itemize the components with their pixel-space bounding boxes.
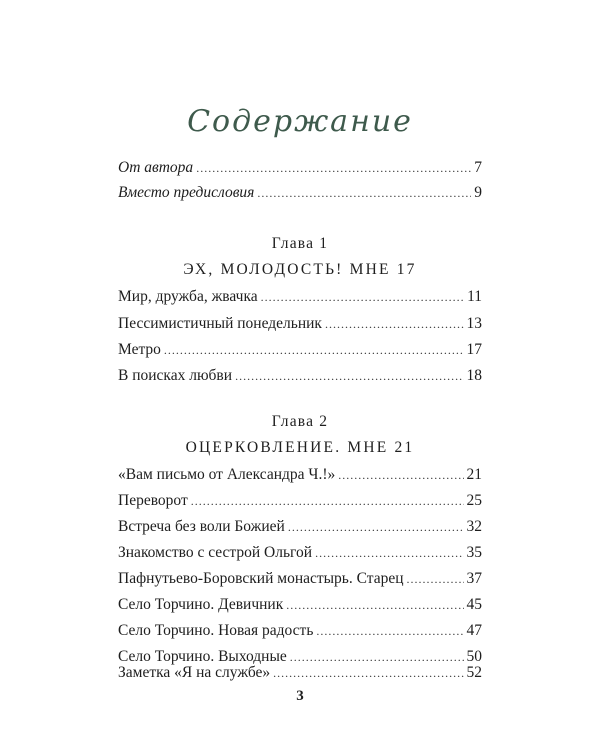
leader-dots [286, 595, 463, 615]
toc-entry[interactable] [118, 569, 482, 589]
toc-entry-title: Встреча без воли Божией [118, 518, 285, 535]
leader-dots [164, 340, 464, 360]
toc-entry-title: Пафнутьево-Боровский монастырь. Старец [118, 570, 404, 587]
toc-entry-title: Заметка «Я на службе» [118, 664, 271, 681]
toc-entry-author-note[interactable] [118, 158, 482, 178]
toc-entry-page: 25 [466, 492, 482, 509]
toc-entry[interactable] [118, 465, 482, 485]
toc-entry[interactable] [118, 517, 482, 537]
chapter-label: Глава 2 [271, 413, 329, 430]
toc-entry-preface[interactable] [118, 183, 482, 203]
toc-entry-page: 21 [466, 466, 482, 483]
toc-entry-title: Село Торчино. Новая радость [118, 622, 314, 639]
chapter-name: ЭХ, МОЛОДОСТЬ! МНЕ 17 [183, 261, 417, 278]
toc-entry-title: Знакомство с сестрой Ольгой [118, 544, 313, 561]
leader-dots [191, 491, 464, 511]
toc-entry[interactable] [118, 621, 482, 641]
chapter-name: ОЦЕРКОВЛЕНИЕ. МНЕ 21 [185, 439, 415, 456]
toc-entry[interactable] [118, 663, 482, 683]
toc-entry-page: 9 [474, 184, 482, 201]
leader-dots [196, 158, 471, 178]
toc-entry[interactable] [118, 340, 482, 360]
leader-dots [288, 517, 464, 537]
toc-entry[interactable] [118, 491, 482, 511]
toc-entry-title: «Вам письмо от Александра Ч.!» [118, 466, 336, 483]
toc-entry-page: 35 [466, 544, 482, 561]
toc-entry-title: Пессимистичный понедельник [118, 315, 322, 332]
toc-entry-page: 37 [466, 570, 482, 587]
toc-entry-page: 13 [466, 315, 482, 332]
toc-entry-title: От автора [118, 159, 194, 176]
toc-entry-page: 32 [466, 518, 482, 535]
toc-entry-page: 7 [474, 159, 482, 176]
toc-entry-title: Мир, дружба, жвачка [118, 288, 258, 305]
toc-entry-title: Вместо предисловия [118, 184, 255, 201]
toc-entry[interactable] [118, 366, 482, 386]
page-number: 3 [296, 688, 304, 704]
toc-entry-title: Метро [118, 341, 161, 358]
toc-entry-title: В поисках любви [118, 367, 233, 384]
toc-entry-page: 18 [466, 367, 482, 384]
leader-dots [407, 569, 464, 589]
toc-entry-title: Село Торчино. Выходные [118, 648, 287, 665]
toc-entry-page: 52 [466, 664, 482, 681]
toc-entry[interactable] [118, 314, 482, 334]
toc-entry-page: 47 [466, 622, 482, 639]
leader-dots [316, 621, 463, 641]
leader-dots [315, 543, 463, 563]
leader-dots [325, 314, 464, 334]
toc-entry-page: 50 [466, 648, 482, 665]
leader-dots [261, 287, 464, 307]
toc-entry[interactable] [118, 543, 482, 563]
toc-entry[interactable] [118, 595, 482, 615]
leader-dots [257, 183, 471, 203]
toc-entry-title: Переворот [118, 492, 188, 509]
contents-title: Содержание [187, 104, 413, 139]
toc-entry-page: 45 [466, 596, 482, 613]
toc-entry-page: 11 [467, 288, 482, 305]
toc-entry-title: Село Торчино. Девичник [118, 596, 284, 613]
chapter-label: Глава 1 [271, 235, 329, 252]
leader-dots [235, 366, 463, 386]
toc-entry-page: 17 [466, 341, 482, 358]
leader-dots [338, 465, 463, 485]
leader-dots [273, 663, 463, 683]
toc-entry[interactable] [118, 287, 482, 307]
